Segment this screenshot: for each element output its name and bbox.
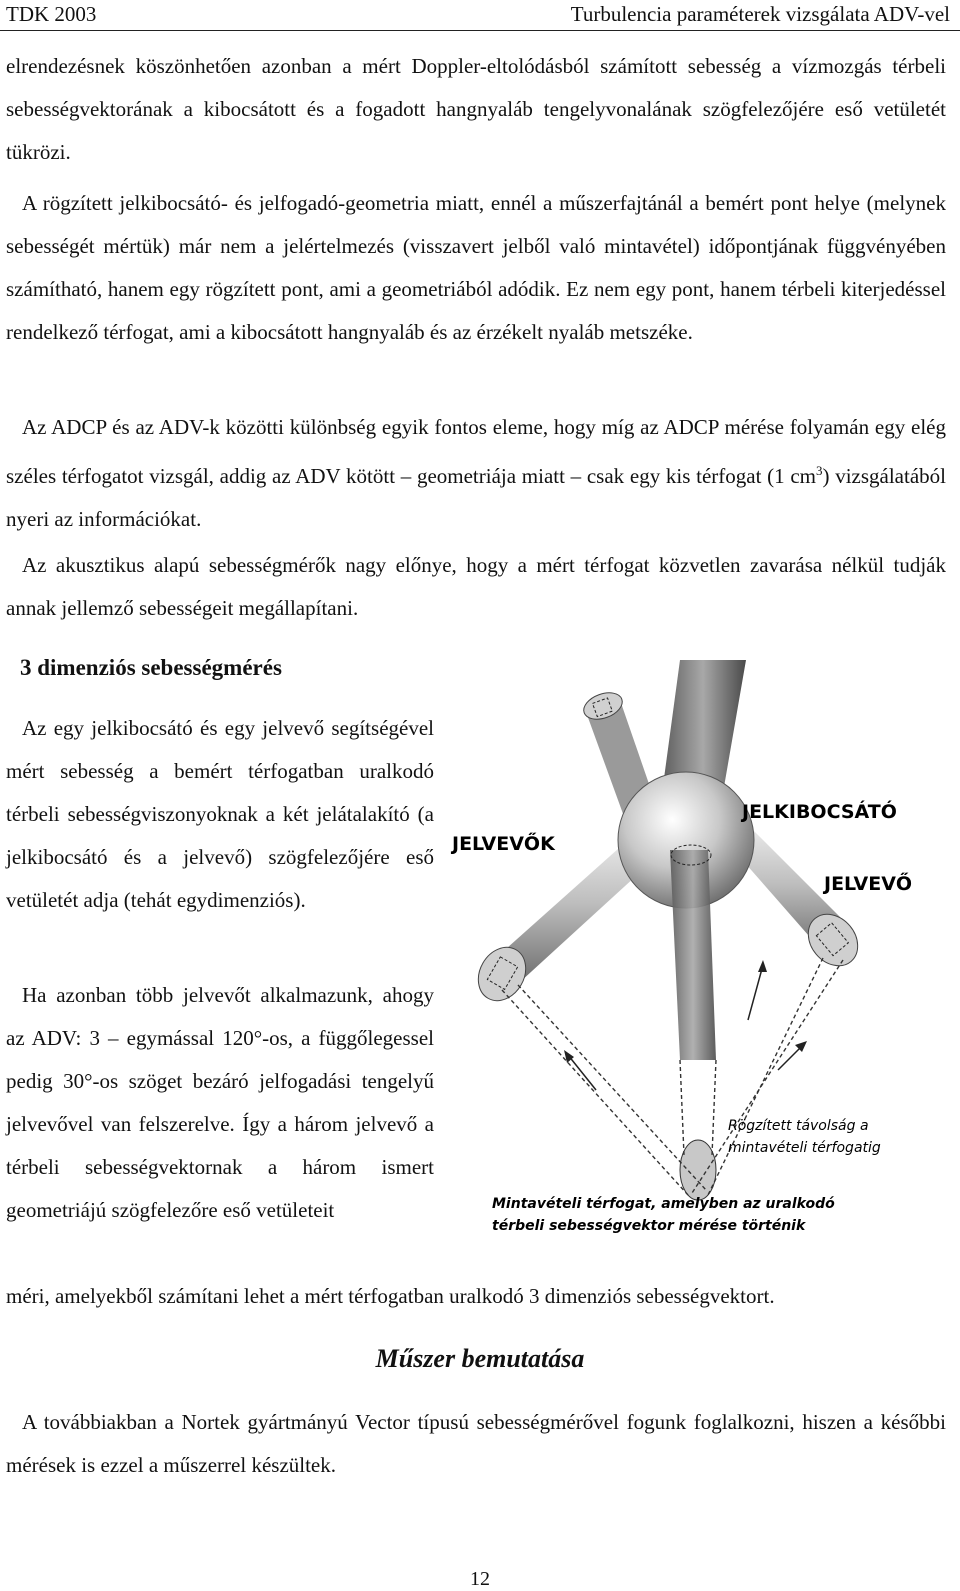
paragraph-6: Ha azonban több jelvevőt alkalmazunk, ahogy az ADV: 3 – egymással 120°-os, a függőlegessel pedig 30°-os szöget bezáró jelfogadási tengelyű jelvevővel van felszerelve. Így a három jelvevő a térbeli sebességvektornak a három ismert geometriájú szögfelezőre eső vetületeit [6,983,434,1222]
adv-probe-illustration [448,660,950,1250]
adv-probe-figure [448,660,950,1250]
caption-volume-line2: térbeli sebességvektor mérése történik [492,1218,806,1234]
paragraph-7: A továbbiakban a Nortek gyártmányú Vector típusú sebességmérővel fogunk foglalkozni, hiszen a későbbi mérések is ezzel a műszerrel készültek. [6,1410,946,1477]
caption-distance-line1: Rögzített távolság a [728,1118,869,1134]
superscript-3: 3 [816,463,823,478]
paragraph-1: elrendezésnek köszönhetően azonban a mért Doppler-eltolódásból számított sebesség a vízmozgás térbeli sebességvektorának a kibocsátott és a fogadott hangnyaláb tengelyvonalának szögfelezőjére eső vetületét tükrözi. [6,54,946,164]
paragraph-3-text-b: ) vizsgálatából nyeri az információkat. [6,464,946,531]
label-receivers: JELVEVŐK [452,833,555,855]
paragraph-2: A rögzített jelkibocsátó- és jelfogadó-geometria miatt, ennél a műszerfajtánál a bemért pont helye (melynek sebességét mértük) már nem a jelértelmezés (visszavert jelből való mintavétel) időpontjának függvényében számítható, hanem egy rögzített pont, ami a geometriából adódik. Ez nem egy pont, hanem térbeli kiterjedéssel rendelkező térfogat, ami a kibocsátott hangnyaláb és az érzékelt nyaláb metszéke. [6,191,946,344]
paragraph-6-continued: méri, amelyekből számítani lehet a mért térfogatban uralkodó 3 dimenziós sebességvektort. [6,1284,775,1308]
section-heading-instrument: Műszer bemutatása [375,1344,585,1373]
label-transmitter: JELKIBOCSÁTÓ [742,801,897,823]
caption-volume-line1: Mintavételi térfogat, amelyben az uralkodó [492,1196,835,1212]
paragraph-3 [6,406,946,541]
paragraph-5: Az egy jelkibocsátó és egy jelvevő segítségével mért sebesség a bemért térfogatban uralkodó térbeli sebességviszonyoknak a két jelátalakító (a jelkibocsátó és a jelvevő) szögfelezőjére eső vetületét adja (tehát egydimenziós). [6,716,434,912]
header-right: Turbulencia paraméterek vizsgálata ADV-vel [570,2,950,26]
section-heading-3d: 3 dimenziós sebességmérés [20,655,282,680]
transmitter-tube [670,850,716,1060]
page-number: 12 [470,1568,490,1590]
header-left: TDK 2003 [6,2,97,26]
label-receiver: JELVEVŐ [824,873,913,895]
caption-distance-line2: mintavételi térfogatig [728,1140,881,1156]
page-header [0,0,960,31]
sampling-volume [680,1140,716,1200]
paragraph-3-text-a: Az ADCP és az ADV-k közötti különbség egyik fontos eleme, hogy míg az ADCP mérése folyamán egy elég széles térfogatot vizsgál, addig az ADV kötött – geometriája miatt – csak egy kis térfogat (1 cm [6,415,946,488]
paragraph-4: Az akusztikus alapú sebességmérők nagy előnye, hogy a mért térfogat közvetlen zavarása nélkül tudják annak jellemző sebességeit megállapítani. [6,553,946,620]
